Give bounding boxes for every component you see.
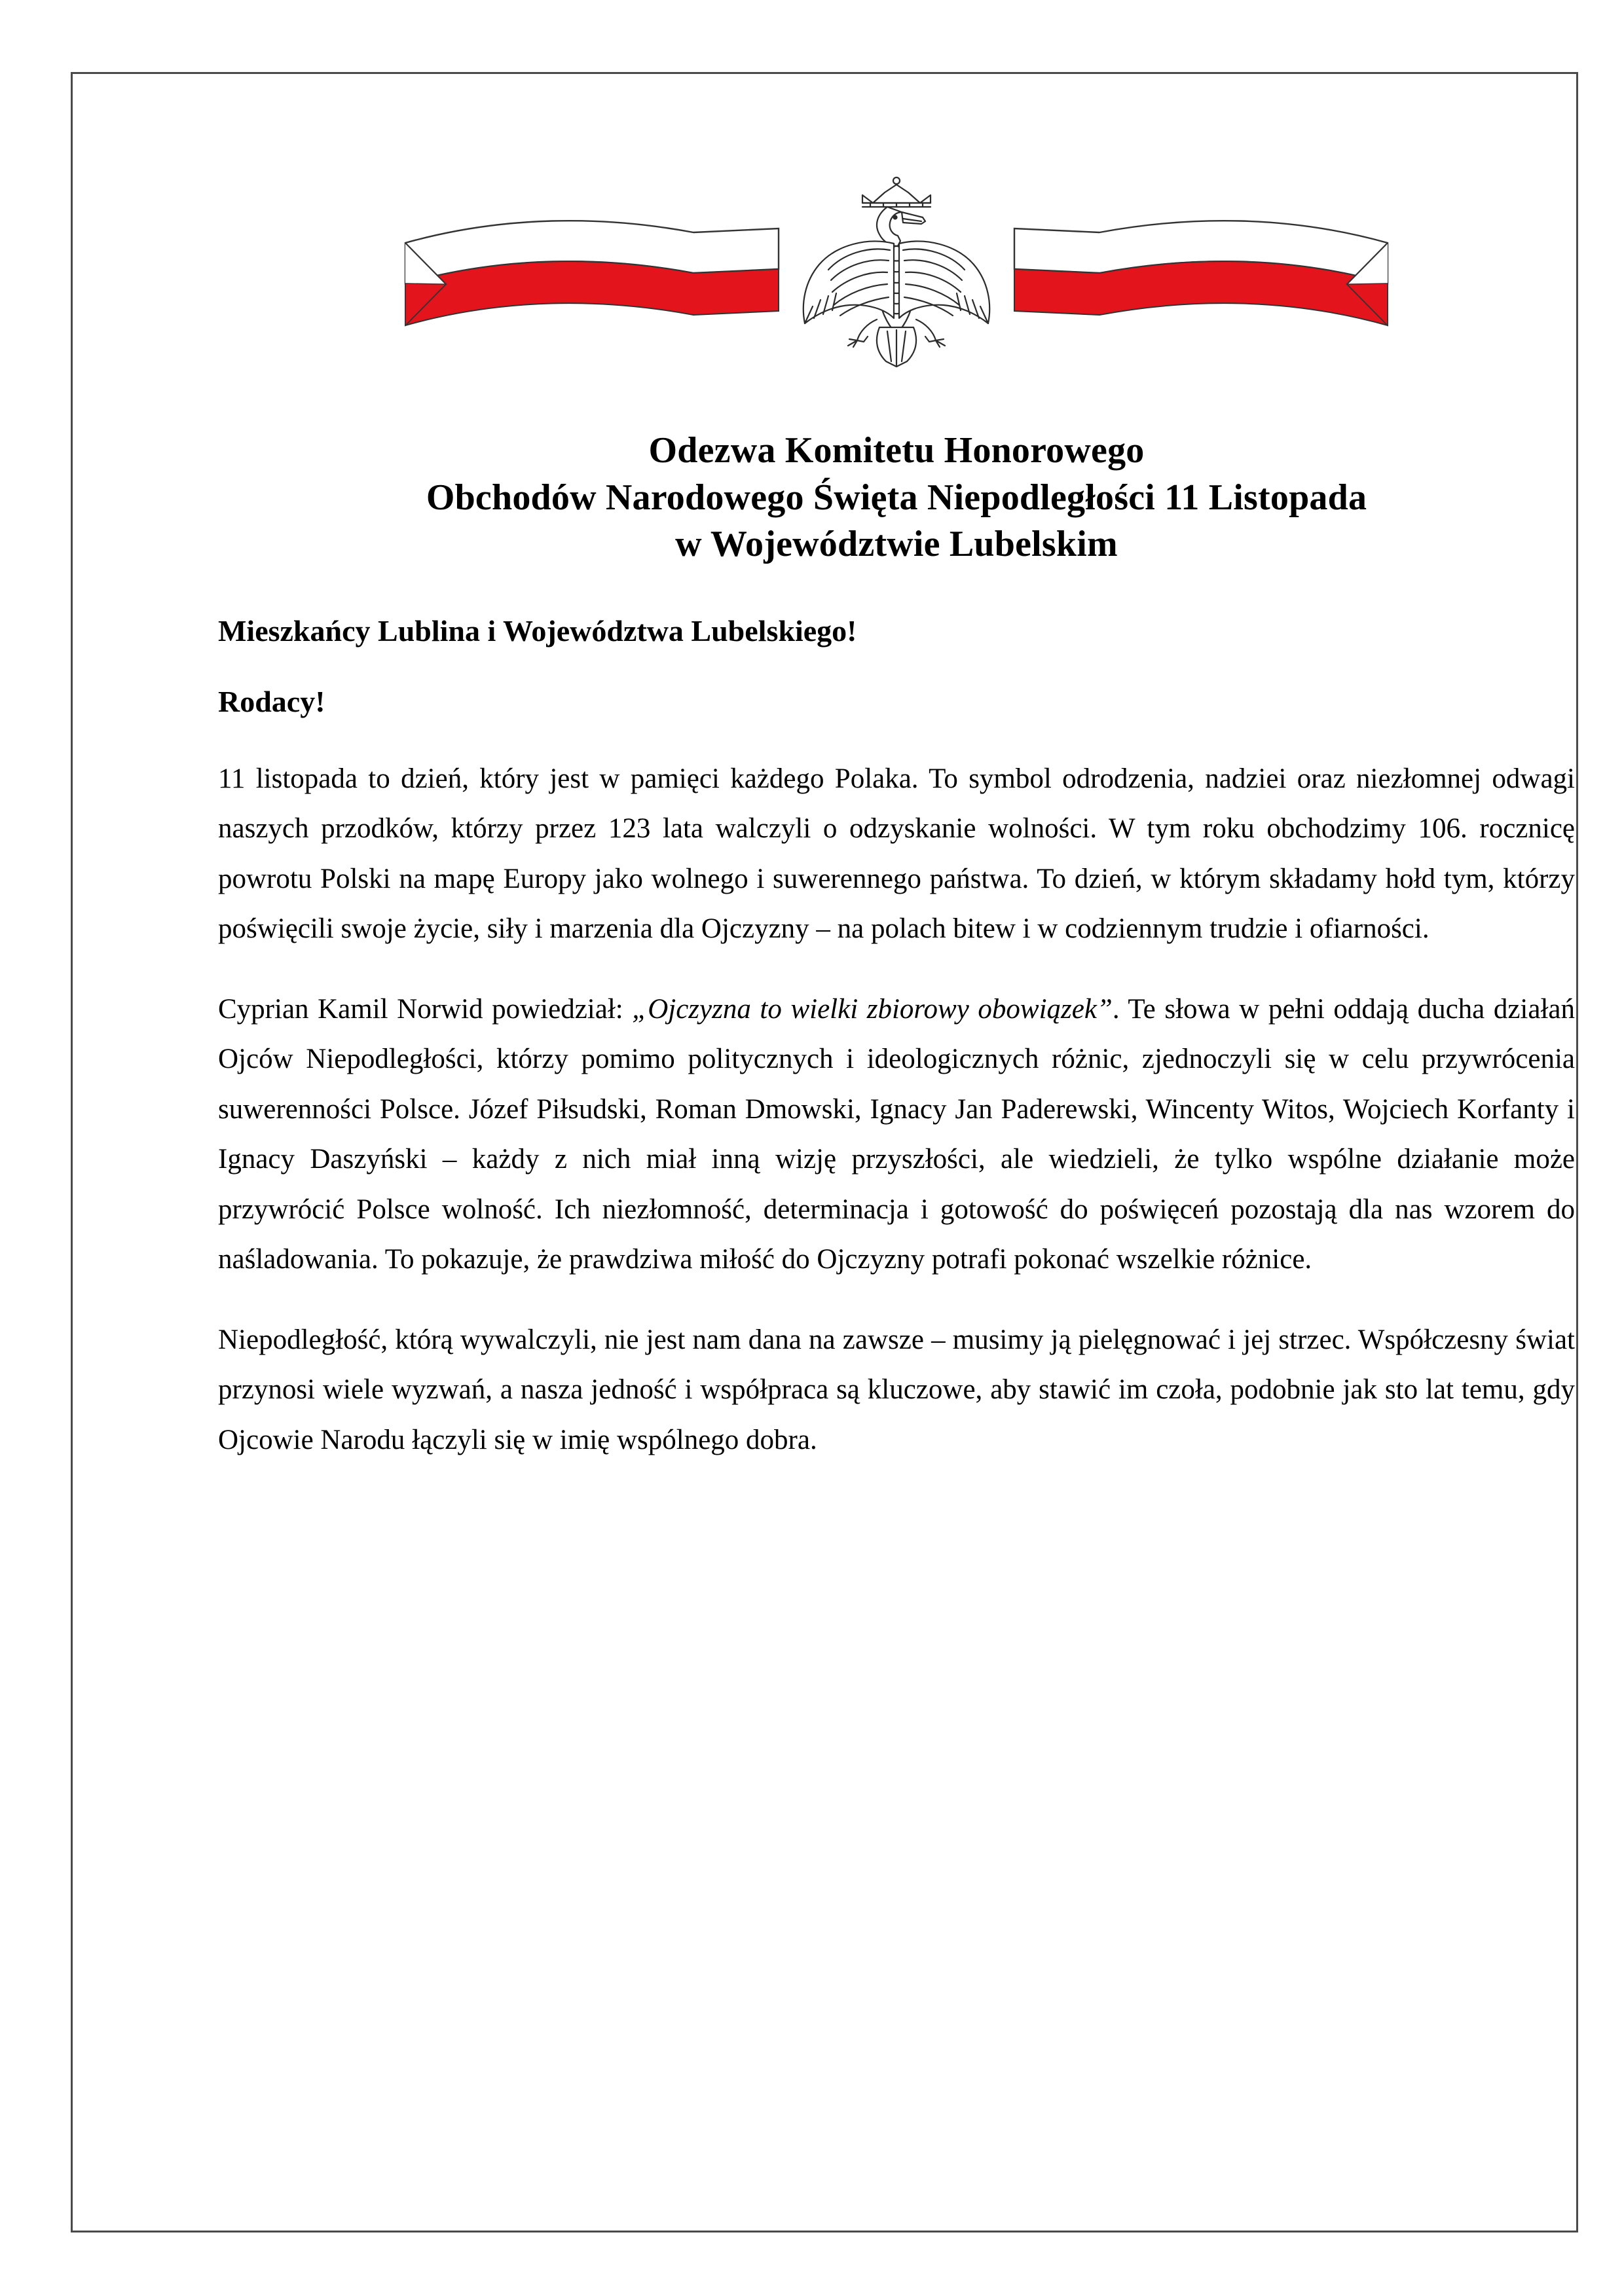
salutation-compatriots: Rodacy! (218, 684, 325, 718)
document-content (218, 172, 1575, 1466)
paragraph-2-rest: . Te słowa w pełni oddają ducha działań Ojców Niepodległości, którzy pomimo politycznych i ideologicznych różnic, zjednoczyli się w celu przywrócenia suwerenności Polsce. Józef Piłsudski, Roman Dmowski, Ignacy Jan Paderewski, Wincenty Witos, Wojciech Korfanty i Ignacy Daszyński – każdy z nich miał inną wizję przyszłości, ale wiedzieli, że tylko wspólne działanie może przywrócić Polsce wolność. Ich niezłomność, determinacja i gotowość do poświęceń pozostają dla nas wzorem do naśladowania. To pokazuje, że prawdziwa miłość do Ojczyzny potrafi pokonać wszelkie różnice. (218, 993, 1575, 1275)
polish-flag-ribbon-right (1014, 221, 1388, 325)
emblem-block (218, 172, 1575, 388)
paragraph-2-intro: Cyprian Kamil Norwid powiedział: (218, 993, 633, 1025)
page-title-line-2: Obchodów Narodowego Święta Niepodległości 11 Listopada (426, 477, 1367, 518)
norwid-quote: „Ojczyzna to wielki zbiorowy obowiązek” (632, 993, 1113, 1025)
eagle-figure (803, 177, 989, 367)
document-sheet-border (71, 72, 1578, 2232)
body-paragraph-2 (218, 985, 1575, 1285)
page-title-line-3: w Województwie Lubelskim (675, 524, 1118, 565)
page-title (218, 428, 1575, 568)
page-title-line-1: Odezwa Komitetu Honorowego (648, 430, 1145, 471)
polish-flag-ribbon-left (405, 221, 779, 325)
salutation-residents: Mieszkańcy Lublina i Województwa Lubelskiego! (218, 614, 857, 648)
polish-eagle-coat-of-arms (386, 172, 1407, 388)
body-paragraph-3: Niepodległość, którą wywalczyli, nie jest nam dana na zawsze – musimy ją pielęgnować i jej strzec. Współczesny świat przynosi wiele wyzwań, a nasza jedność i współpraca są kluczowe, aby stawić im czoła, podobnie jak sto lat temu, gdy Ojcowie Narodu łączyli się w imię wspólnego dobra. (218, 1324, 1575, 1455)
body-paragraph-1: 11 listopada to dzień, który jest w pamięci każdego Polaka. To symbol odrodzenia, nadziei oraz niezłomnej odwagi naszych przodków, którzy przez 123 lata walczyli o odzyskanie wolności. W tym roku obchodzimy 106. rocznicę powrotu Polski na mapę Europy jako wolnego i suwerennego państwa. To dzień, w którym składamy hołd tym, którzy poświęcili swoje życie, siły i marzenia dla Ojczyzny – na polach bitew i w codziennym trudzie i ofiarności. (218, 763, 1575, 945)
